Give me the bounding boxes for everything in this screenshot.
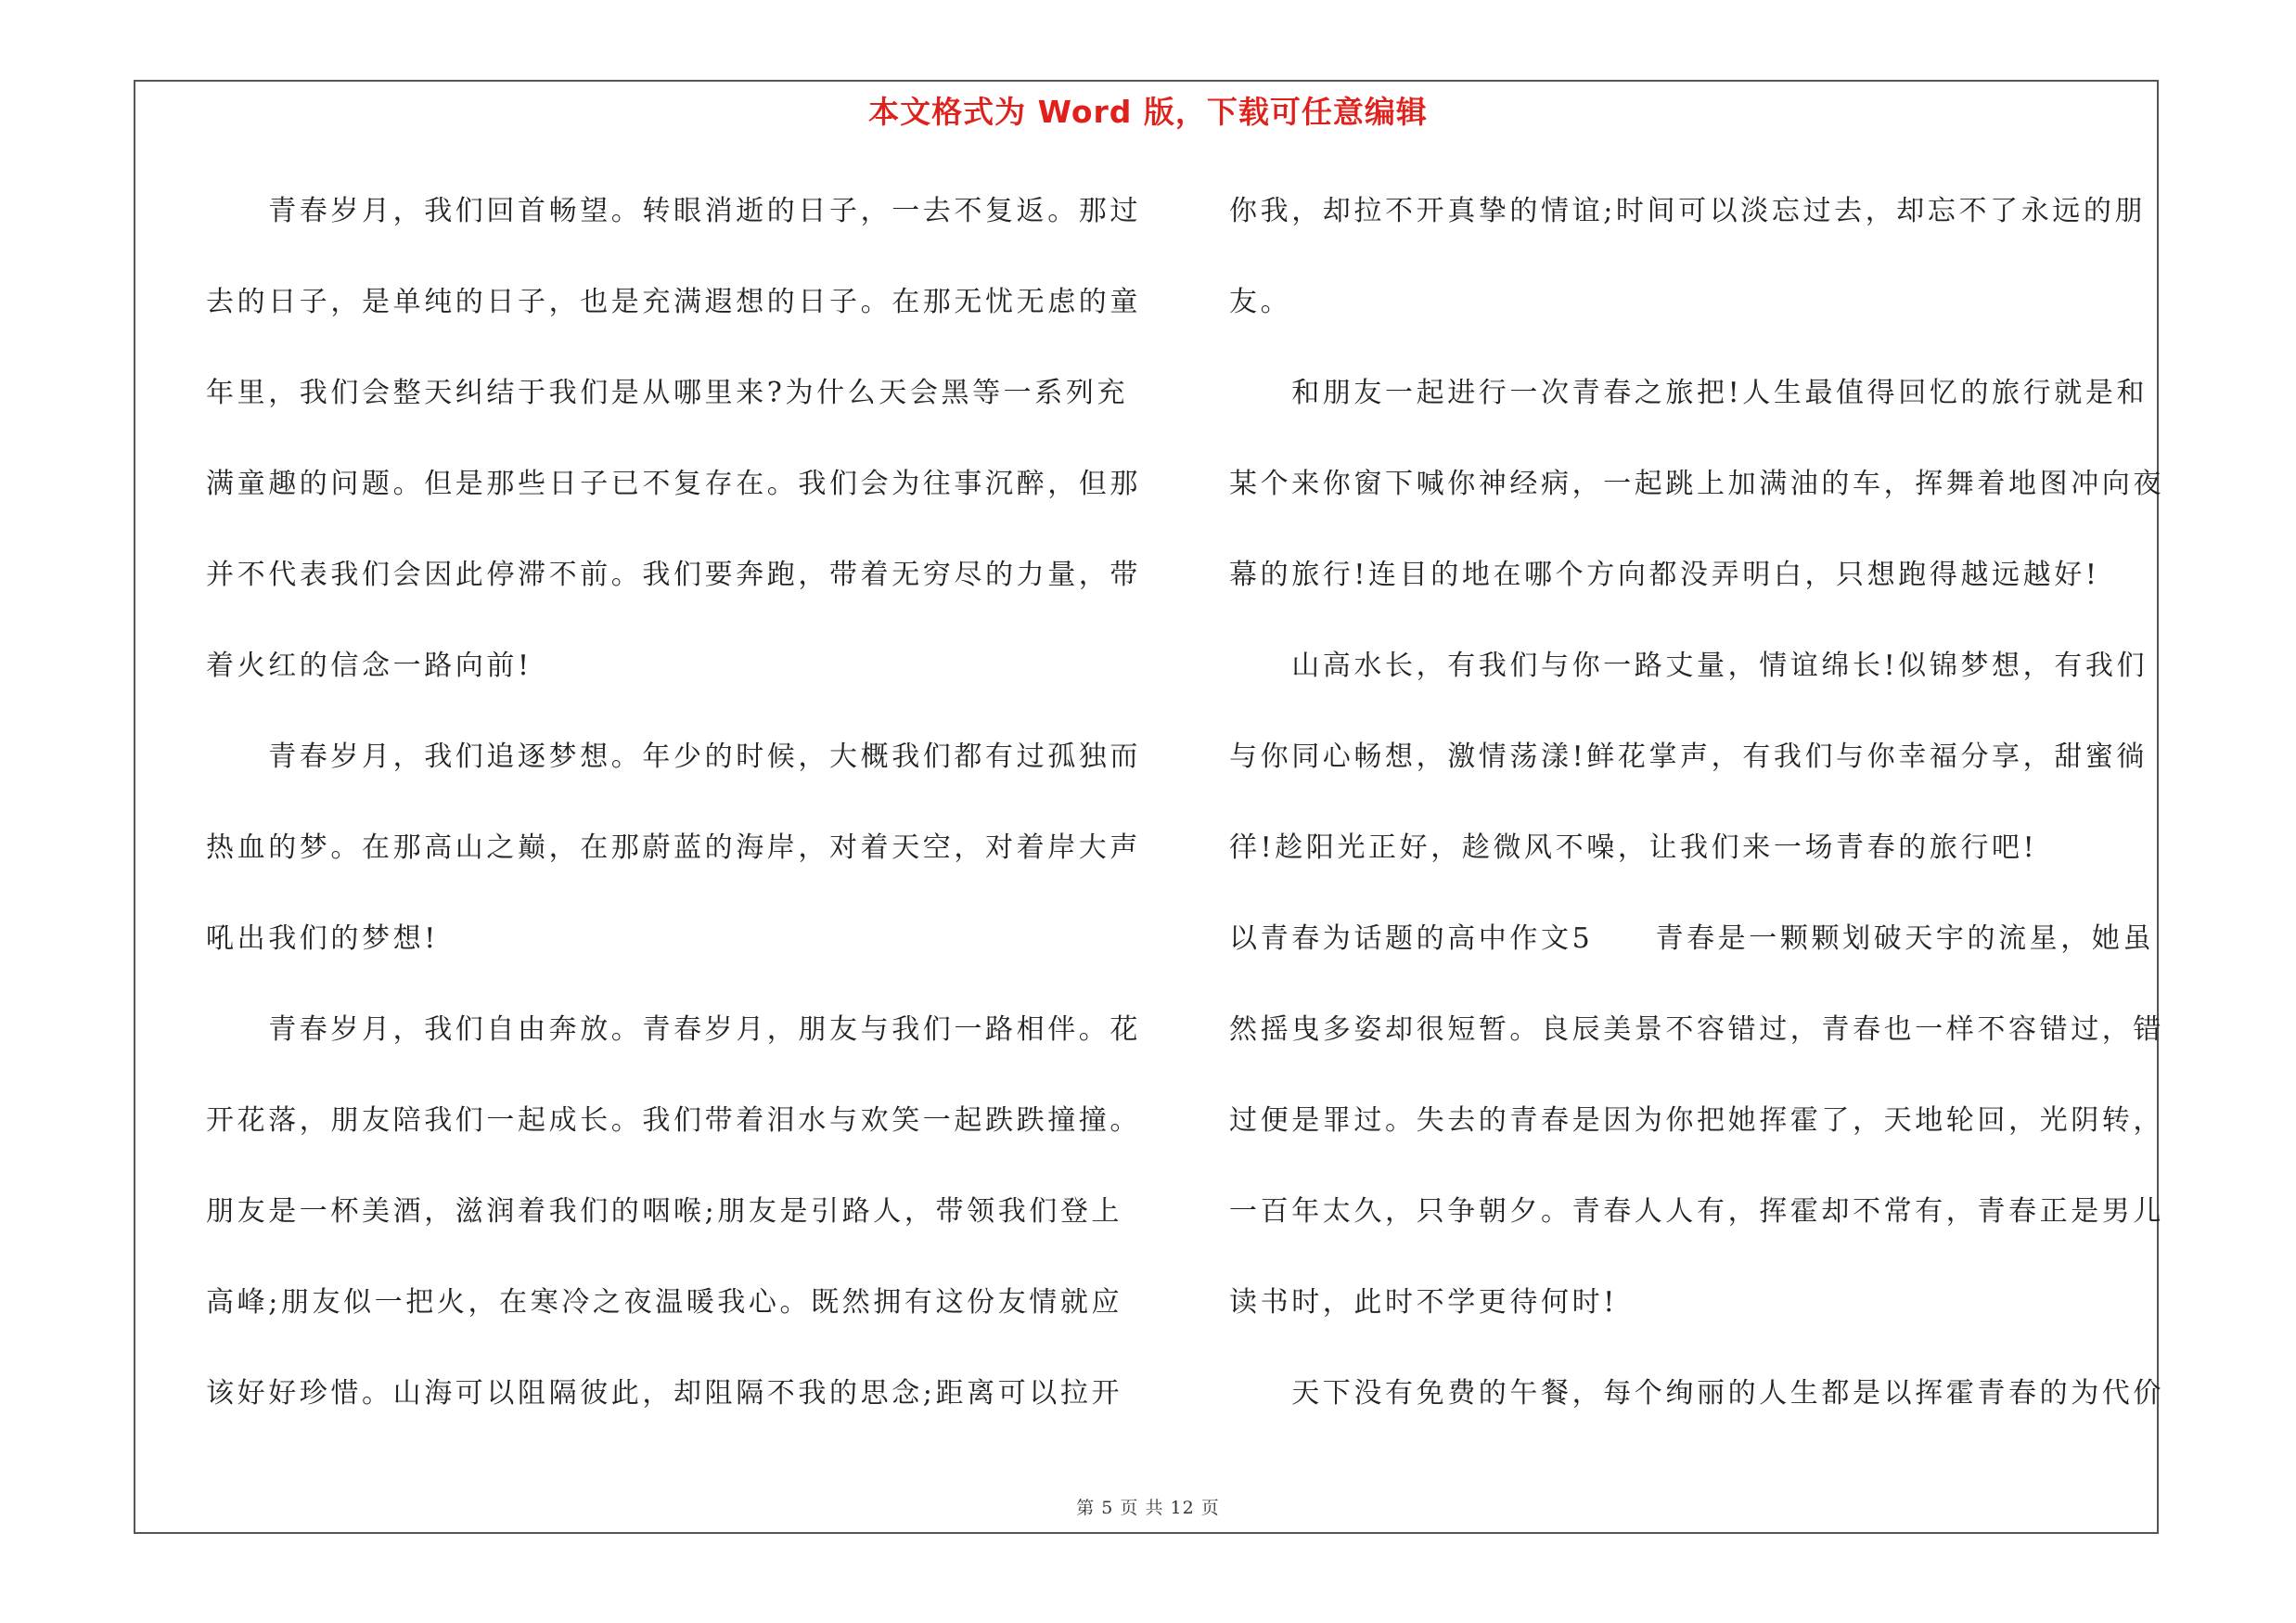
text-line: 幕的旅行!连目的地在哪个方向都没弄明白，只想跑得越远越好! — [1229, 559, 2100, 591]
text-line: 热血的梦。在那高山之巅，在那蔚蓝的海岸，对着天空，对着岸大声 — [206, 831, 1141, 864]
page-number-footer: 第 5 页 共 12 页 — [1076, 1498, 1220, 1518]
text-line: 吼出我们的梦想! — [206, 922, 439, 955]
text-line: 与你同心畅想，激情荡漾!鲜花掌声，有我们与你幸福分享，甜蜜徜 — [1229, 741, 2148, 773]
text-line: 青春岁月，我们追逐梦想。年少的时候，大概我们都有过孤独而 — [206, 741, 1141, 773]
text-line: 某个来你窗下喊你神经病，一起跳上加满油的车，挥舞着地图冲向夜 — [1229, 468, 2164, 500]
text-line: 然摇曳多姿却很短暂。良辰美景不容错过，青春也一样不容错过，错 — [1229, 1013, 2164, 1046]
text-line: 开花落，朋友陪我们一起成长。我们带着泪水与欢笑一起跌跌撞撞。 — [206, 1104, 1141, 1137]
text-line: 满童趣的问题。但是那些日子已不复存在。我们会为往事沉醉，但那 — [206, 468, 1141, 500]
text-line: 去的日子，是单纯的日子，也是充满遐想的日子。在那无忧无虑的童 — [206, 286, 1141, 318]
left-column — [206, 182, 1141, 1455]
text-line: 友。 — [1229, 286, 1292, 318]
text-line: 年里，我们会整天纠结于我们是从哪里来?为什么天会黑等一系列充 — [206, 377, 1129, 409]
text-line: 该好好珍惜。山海可以阻隔彼此，却阻隔不我的思念;距离可以拉开 — [206, 1377, 1123, 1410]
text-line: 青春岁月，我们回首畅望。转眼消逝的日子，一去不复返。那过 — [206, 195, 1141, 227]
text-line: 并不代表我们会因此停滞不前。我们要奔跑，带着无穷尽的力量，带 — [206, 559, 1141, 591]
text-line: 朋友是一杯美酒，滋润着我们的咽喉;朋友是引路人，带领我们登上 — [206, 1195, 1123, 1228]
text-line: 和朋友一起进行一次青春之旅把!人生最值得回忆的旅行就是和 — [1229, 377, 2148, 409]
text-line: 你我，却拉不开真挚的情谊;时间可以淡忘过去，却忘不了永远的朋 — [1229, 195, 2147, 227]
text-line: 山高水长，有我们与你一路丈量，情谊绵长!似锦梦想，有我们 — [1229, 650, 2148, 682]
text-line: 一百年太久，只争朝夕。青春人人有，挥霍却不常有，青春正是男儿 — [1229, 1195, 2164, 1228]
text-line: 天下没有免费的午餐，每个绚丽的人生都是以挥霍青春的为代价 — [1229, 1377, 2164, 1410]
text-line: 过便是罪过。失去的青春是因为你把她挥霍了，天地轮回，光阴转， — [1229, 1104, 2164, 1137]
text-line: 着火红的信念一路向前! — [206, 650, 532, 682]
text-line: 高峰;朋友似一把火，在寒冷之夜温暖我心。既然拥有这份友情就应 — [206, 1286, 1123, 1319]
right-column — [1229, 182, 2164, 1455]
text-line: 以青春为话题的高中作文5 青春是一颗颗划破天宇的流星，她虽 — [1229, 922, 2155, 955]
text-line: 读书时，此时不学更待何时! — [1229, 1286, 1618, 1319]
text-line: 青春岁月，我们自由奔放。青春岁月，朋友与我们一路相伴。花 — [206, 1013, 1141, 1046]
page-header-title: 本文格式为 Word 版，下载可任意编辑 — [868, 94, 1428, 130]
text-line: 徉!趁阳光正好，趁微风不噪，让我们来一场青春的旅行吧! — [1229, 831, 2038, 864]
